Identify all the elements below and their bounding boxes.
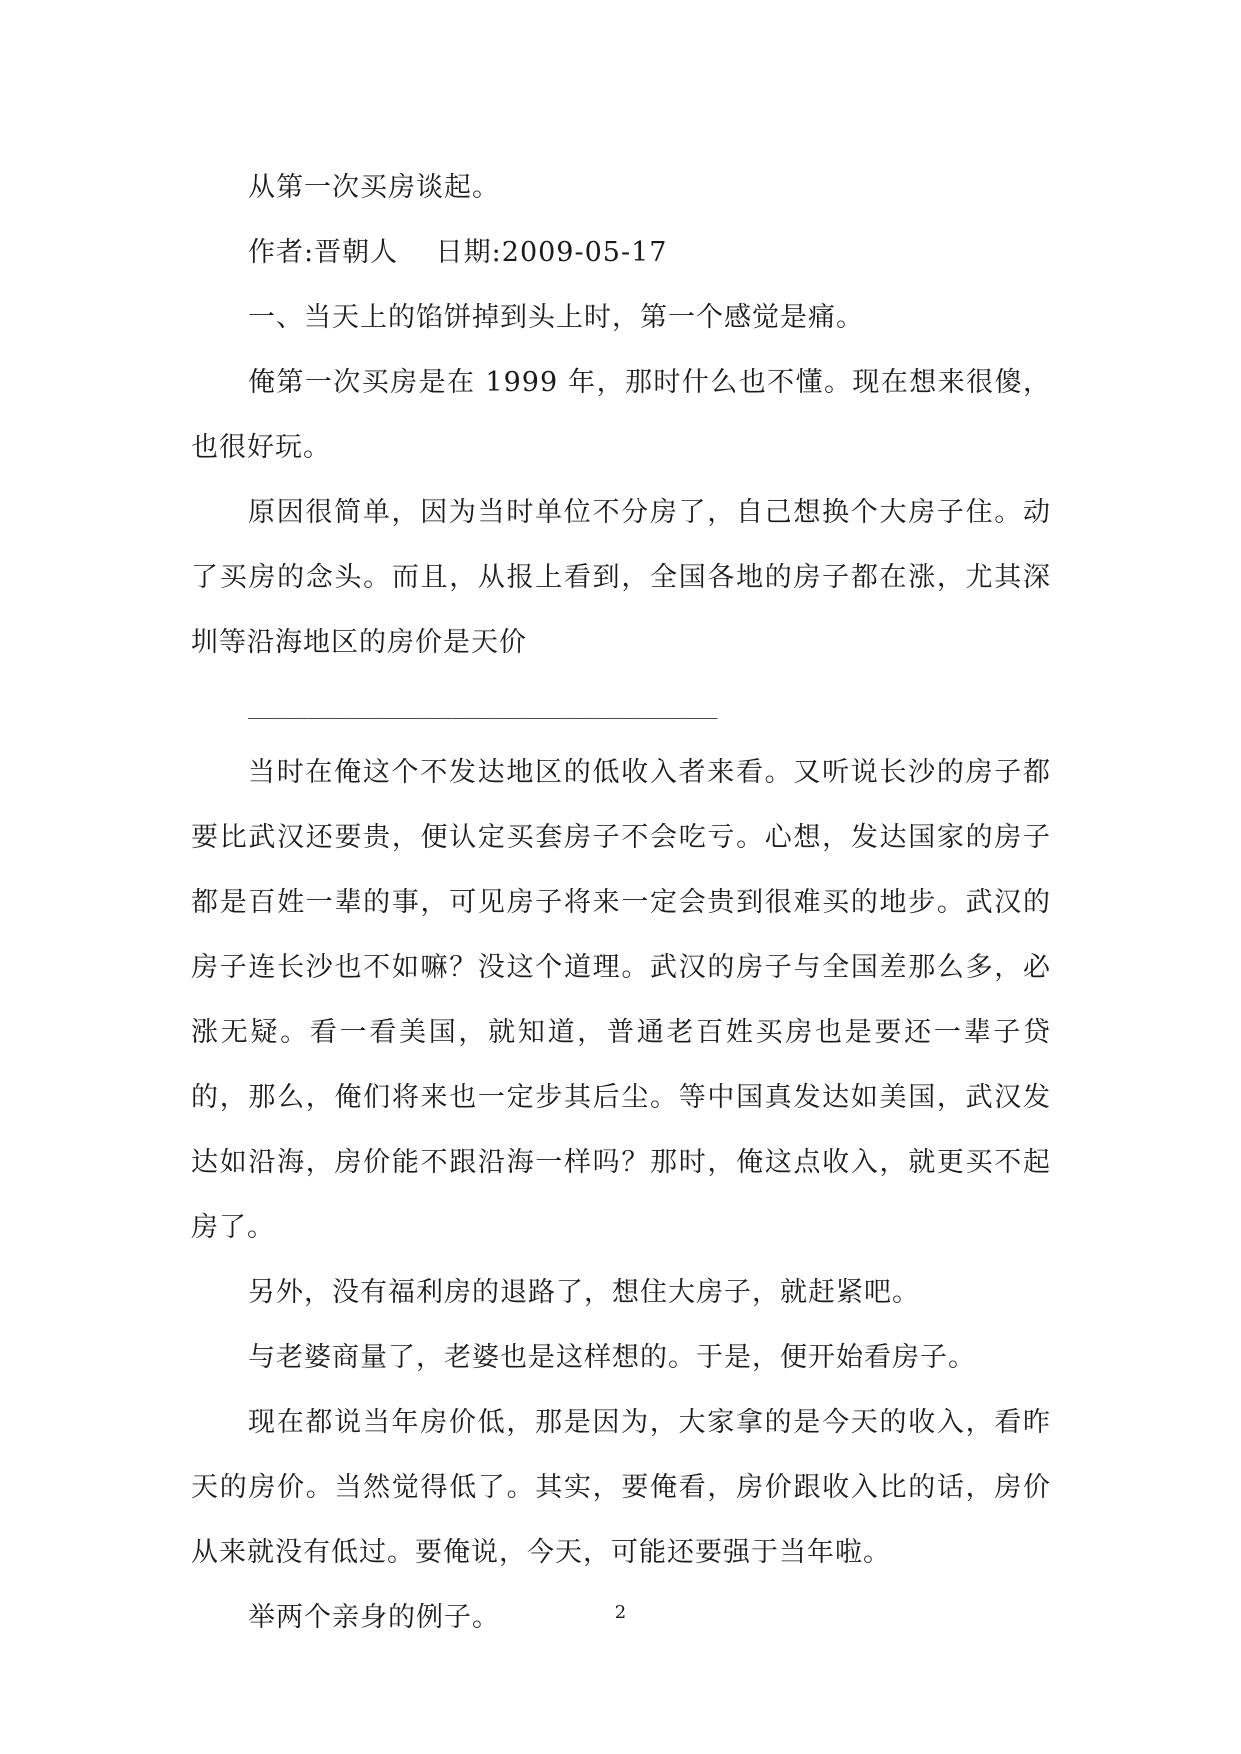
paragraph: 原因很简单，因为当时单位不分房了，自己想换个大房子住。动了买房的念头。而且，从报上看到，全国各地的房子都在涨，尤其深圳等沿海地区的房价是天价 [191, 497, 1051, 658]
paragraph: 现在都说当年房价低，那是因为，大家拿的是今天的收入，看昨天的房价。当然觉得低了。其实，要俺看，房价跟收入比的话，房价从来就没有低过。要俺说，今天，可能还要强于当年啦。 [191, 1407, 1051, 1568]
paragraph: 举两个亲身的例子。 [248, 1602, 500, 1633]
divider-line: _______________________________________ [248, 695, 718, 719]
document-title: 从第一次买房谈起。 [248, 172, 500, 203]
paragraph: 当时在俺这个不发达地区的低收入者来看。又听说长沙的房子都要比武汉还要贵，便认定买套房子不会吃亏。心想，发达国家的房子都是百姓一辈的事，可见房子将来一定会贵到很难买的地步。武汉的房子连长沙也不如嘛？没这个道理。武汉的房子与全国差那么多，必涨无疑。看一看美国，就知道，普通老百姓买房也是要还一辈子贷的，那么，俺们将来也一定步其后尘。等中国真发达如美国，武汉发达如沿海，房价能不跟沿海一样吗？那时，俺这点收入，就更买不起房了。 [191, 757, 1051, 1243]
page-number: 2 [614, 1602, 627, 1623]
document-body [191, 155, 1051, 1650]
byline: 作者:晋朝人 日期:2009-05-17 [248, 237, 668, 268]
paragraph: 与老婆商量了，老婆也是这样想的。于是，便开始看房子。 [248, 1342, 976, 1373]
section-heading: 一、当天上的馅饼掉到头上时，第一个感觉是痛。 [248, 302, 864, 333]
paragraph: 另外，没有福利房的退路了，想住大房子，就赶紧吧。 [248, 1277, 920, 1308]
paragraph: 俺第一次买房是在 1999 年，那时什么也不懂。现在想来很傻，也很好玩。 [191, 367, 1051, 463]
